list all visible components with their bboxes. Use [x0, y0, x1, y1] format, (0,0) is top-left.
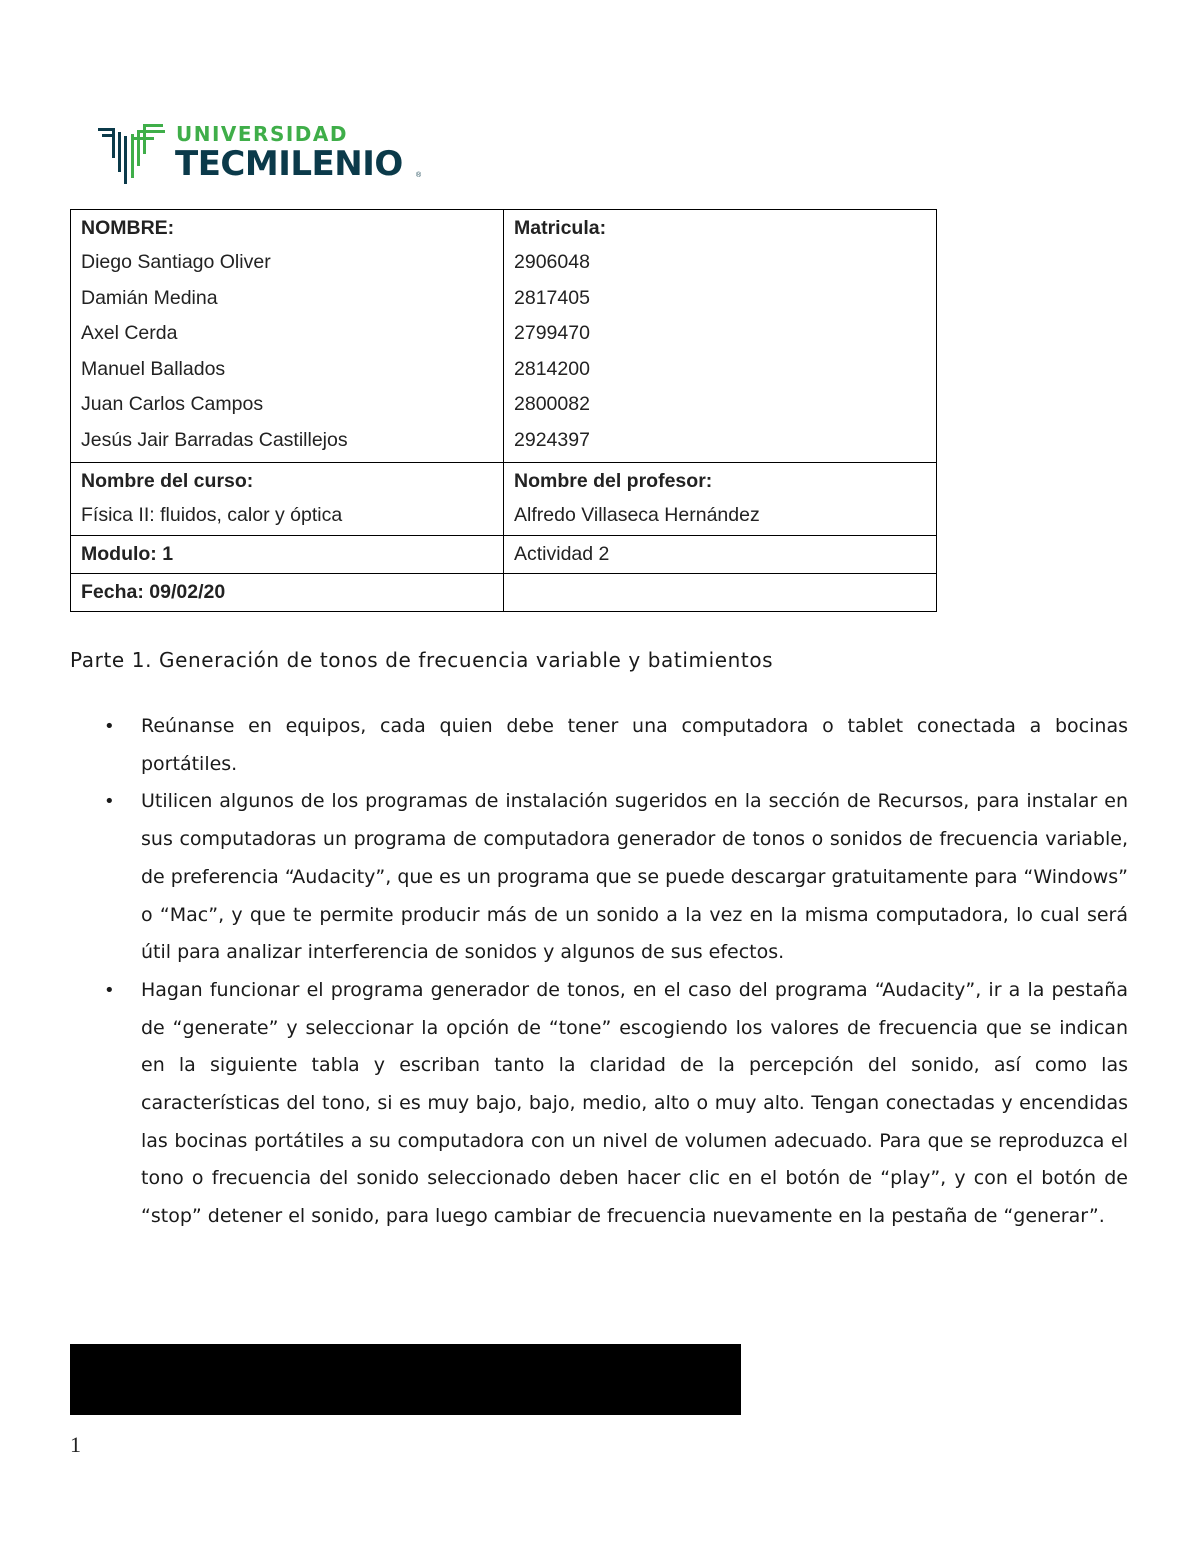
list-item-text: Utilicen algunos de los programas de instalación sugeridos en la sección de Recursos, para instalar en sus computadoras un programa de computadora generador de tonos o sonidos de frecuencia variable, de preferencia “Audacity”, que es un programa que se puede descargar gratuitamente para “Windows” o “Mac”, y que te permite producir más de un sonido a la vez en la misma computadora, lo cual será útil para analizar interferencia de sonidos y algunos de sus efectos.	[141, 790, 1128, 964]
list-item-text: Reúnanse en equipos, cada quien debe tener una computadora o tablet conectada a bocinas portátiles.	[141, 715, 1128, 775]
names-cell	[71, 210, 504, 463]
student-id: 2924397	[514, 428, 590, 451]
curso-value: Física II: fluidos, calor y óptica	[81, 504, 343, 526]
ids-cell	[504, 210, 937, 463]
university-logo	[98, 118, 438, 190]
table-row	[71, 574, 937, 612]
professor-cell	[504, 463, 937, 536]
curso-label: Nombre del curso:	[81, 470, 254, 492]
student-name: Axel Cerda	[81, 322, 178, 344]
activity-cell	[504, 536, 937, 574]
fecha-label: Fecha: 09/02/20	[81, 581, 226, 603]
student-id: 2814200	[514, 357, 590, 380]
logo-line-universidad: UNIVERSIDAD	[176, 122, 348, 146]
bullet-icon: •	[104, 716, 115, 737]
profesor-value: Alfredo Villaseca Hernández	[514, 504, 760, 526]
student-id: 2817405	[514, 286, 590, 309]
page-number: 1	[70, 1432, 81, 1457]
list-item	[70, 783, 1128, 972]
redaction-bar	[70, 1344, 741, 1415]
tecmilenio-logo-icon	[98, 122, 168, 184]
date-cell	[71, 574, 504, 612]
student-name: Juan Carlos Campos	[81, 393, 264, 415]
table-row	[71, 463, 937, 536]
bullet-icon: •	[104, 791, 115, 813]
instructions-list	[70, 708, 1128, 1236]
student-id: 2906048	[514, 251, 590, 273]
student-info-table	[70, 209, 937, 612]
student-id: 2799470	[514, 322, 590, 344]
modulo-label: Modulo: 1	[81, 543, 174, 565]
list-item	[70, 708, 1128, 783]
profesor-label: Nombre del profesor:	[514, 470, 713, 492]
student-name: Manuel Ballados	[81, 357, 226, 380]
list-item-text: Hagan funcionar el programa generador de tonos, en el caso del programa “Audacity”, ir a la pestaña de “generate” y seleccionar la opción de “tone” escogiendo los valores de frecuencia que se indican en la siguiente tabla y escriban tanto la claridad de la percepción del sonido, así como las características del tono, si es muy bajo, bajo, medio, alto o muy alto. Tengan conectadas y encendidas las bocinas portátiles a su computadora con un nivel de volumen adecuado. Para que se reproduzca el tono o frecuencia del sonido seleccionado deben hacer clic en el botón de “play”, y con el botón de “stop” detener el sonido, para luego cambiar de frecuencia nuevamente en la pestaña de “generar”.	[141, 978, 1128, 1228]
course-cell	[71, 463, 504, 536]
nombre-label: NOMBRE:	[81, 217, 175, 239]
student-name: Jesús Jair Barradas Castillejos	[81, 428, 348, 451]
table-row	[71, 210, 937, 463]
logo-registered-mark: ®	[416, 172, 422, 179]
empty-cell	[504, 574, 937, 612]
table-row	[71, 536, 937, 574]
actividad-value: Actividad 2	[514, 543, 610, 565]
logo-line-tecmilenio: TECMILENIO	[175, 144, 403, 184]
matricula-label: Matricula:	[514, 217, 607, 239]
list-item	[70, 972, 1128, 1236]
student-name: Damián Medina	[81, 286, 218, 309]
bullet-icon: •	[104, 979, 115, 1001]
student-name: Diego Santiago Oliver	[81, 251, 271, 273]
module-cell	[71, 536, 504, 574]
student-id: 2800082	[514, 393, 590, 415]
section-title: Parte 1. Generación de tonos de frecuencia variable y batimientos	[70, 648, 774, 672]
